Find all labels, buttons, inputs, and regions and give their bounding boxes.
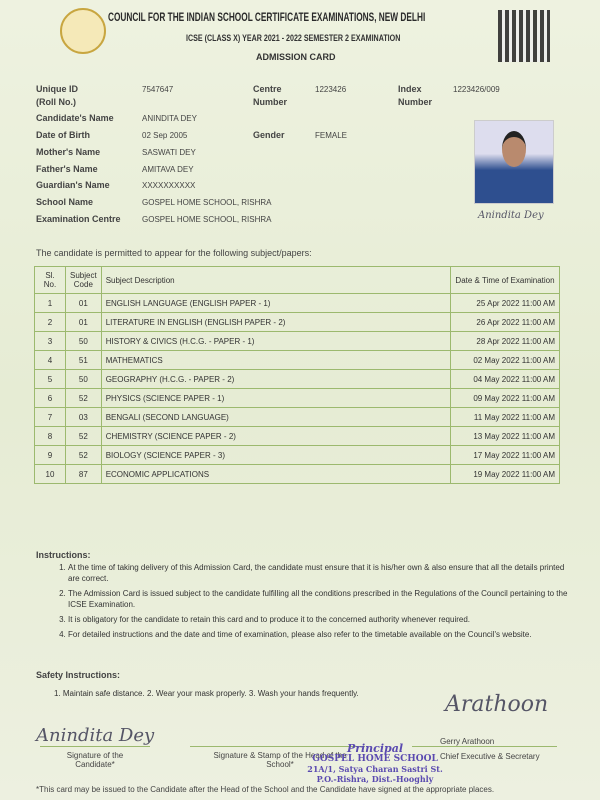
stamp-line: P.O.-Rishra, Dist.-Hooghly [316,774,434,784]
instruction-item: 2. The Admission Card is issued subject to the candidate fulfilling all the conditions prescribed in the Regulations of the Council pertaining to the ICSE Examination. [68,588,568,610]
cell-sl: 4 [35,351,66,370]
photo-signature: Anindita Dey [478,210,544,221]
candidate-photo [474,120,554,204]
cell-sl: 6 [35,389,66,408]
table-row [35,465,560,484]
council-logo [60,8,106,54]
cell-sl: 10 [35,465,66,484]
council-title: COUNCIL FOR THE INDIAN SCHOOL CERTIFICATE EXAMINATIONS, NEW DELHI [108,12,426,24]
cell-code: 50 [66,370,102,389]
cell-sl: 5 [35,370,66,389]
cell-sl: 7 [35,408,66,427]
mother-value: SASWATI DEY [142,148,196,157]
father-value: AMITAVA DEY [142,165,194,174]
instructions-list [32,562,568,644]
table-row [35,408,560,427]
cell-code: 52 [66,389,102,408]
instructions-title: Instructions: [36,550,91,560]
footnote: *This card may be issued to the Candidate after the Head of the School and the Candidate have signed at the appropriate places. [36,785,495,794]
cell-sl: 2 [35,313,66,332]
secretary-label: Chief Executive & Secretary [440,752,540,761]
cell-date: 13 May 2022 11:00 AM [451,427,560,446]
gender-value: FEMALE [315,131,348,140]
index-value: 1223426/009 [453,85,500,94]
cell-code: 87 [66,465,102,484]
name-label: Candidate's Name [36,113,114,123]
exam-title: ICSE (CLASS X) YEAR 2021 - 2022 SEMESTER 2 EXAMINATION [186,33,401,44]
table-row [35,313,560,332]
cell-date: 04 May 2022 11:00 AM [451,370,560,389]
cell-date: 26 Apr 2022 11:00 AM [451,313,560,332]
gender-label: Gender [253,130,285,140]
uid-label: Unique ID [36,84,78,94]
table-row [35,427,560,446]
guardian-label: Guardian's Name [36,180,110,190]
card-title: ADMISSION CARD [256,52,336,62]
cell-sl: 9 [35,446,66,465]
qr-code [498,10,550,62]
instruction-item: 3. It is obligatory for the candidate to retain this card and to produce it to the concerned authority whenever required. [68,614,568,625]
dob-value: 02 Sep 2005 [142,131,188,140]
table-intro: The candidate is permitted to appear for the following subject/papers: [36,248,312,258]
centre-label-2: Number [253,97,288,107]
exam-centre-label: Examination Centre [36,214,121,224]
cell-date: 09 May 2022 11:00 AM [451,389,560,408]
safety-title: Safety Instructions: [36,670,121,680]
school-value: GOSPEL HOME SCHOOL, RISHRA [142,198,272,207]
head-sig-label: Signature & Stamp of the Head of the School* [213,751,347,769]
index-label: Index [398,84,422,94]
table-row [35,351,560,370]
cell-desc: BIOLOGY (SCIENCE PAPER - 3) [101,446,450,465]
stamp-line: GOSPEL HOME SCHOOL [312,754,438,764]
father-label: Father's Name [36,164,98,174]
cell-code: 01 [66,313,102,332]
centre-label: Centre [253,84,282,94]
mother-label: Mother's Name [36,147,101,157]
cell-desc: ECONOMIC APPLICATIONS [101,465,450,484]
cell-code: 01 [66,294,102,313]
candidate-signature: Anindita Dey [36,725,155,746]
exam-centre-value: GOSPEL HOME SCHOOL, RISHRA [142,215,272,224]
index-label-2: Number [398,97,433,107]
cell-code: 52 [66,446,102,465]
cell-sl: 8 [35,427,66,446]
cell-code: 52 [66,427,102,446]
centre-value: 1223426 [315,85,347,94]
col-code: Subject Code [66,267,102,294]
table-row [35,332,560,351]
candidate-sig-label: Signature of the Candidate* [66,751,124,769]
cell-code: 50 [66,332,102,351]
cell-date: 11 May 2022 11:00 AM [451,408,560,427]
cell-desc: GEOGRAPHY (H.C.G. - PAPER - 2) [101,370,450,389]
col-sl: Sl. No. [35,267,66,294]
divider [40,746,150,747]
cell-date: 19 May 2022 11:00 AM [451,465,560,484]
uid-value: 7547647 [142,85,174,94]
cell-desc: LITERATURE IN ENGLISH (ENGLISH PAPER - 2) [101,313,450,332]
table-row [35,446,560,465]
safety-list: 1. Maintain safe distance. 2. Wear your mask properly. 3. Wash your hands frequently. [54,689,359,698]
cell-date: 25 Apr 2022 11:00 AM [451,294,560,313]
instruction-item: 1. At the time of taking delivery of this Admission Card, the candidate must ensure that it is his/her own & also ensure that all the details printed are correct. [68,562,568,584]
cell-desc: HISTORY & CIVICS (H.C.G. - PAPER - 1) [101,332,450,351]
roll-label: (Roll No.) [36,97,76,107]
school-label: School Name [36,197,94,207]
secretary-name: Gerry Arathoon [440,737,495,746]
instruction-item: 4. For detailed instructions and the date and time of examination, please also refer to the timetable available on the Council's website. [68,629,568,640]
table-row [35,389,560,408]
cell-desc: ENGLISH LANGUAGE (ENGLISH PAPER - 1) [101,294,450,313]
cell-date: 17 May 2022 11:00 AM [451,446,560,465]
subjects-table [34,266,560,484]
table-row [35,294,560,313]
cell-date: 28 Apr 2022 11:00 AM [451,332,560,351]
cell-desc: MATHEMATICS [101,351,450,370]
cell-code: 51 [66,351,102,370]
cell-desc: BENGALI (SECOND LANGUAGE) [101,408,450,427]
school-stamp [300,744,450,784]
table-row [35,370,560,389]
stamp-line: Principal [346,742,404,755]
stamp-line: 21A/1, Satya Charan Sastri St. [307,764,443,774]
dob-label: Date of Birth [36,130,90,140]
cell-code: 03 [66,408,102,427]
col-desc: Subject Description [101,267,450,294]
col-date: Date & Time of Examination [451,267,560,294]
guardian-value: XXXXXXXXXX [142,181,196,190]
cell-desc: PHYSICS (SCIENCE PAPER - 1) [101,389,450,408]
cell-sl: 1 [35,294,66,313]
cell-date: 02 May 2022 11:00 AM [451,351,560,370]
cell-sl: 3 [35,332,66,351]
cell-desc: CHEMISTRY (SCIENCE PAPER - 2) [101,427,450,446]
name-value: ANINDITA DEY [142,114,197,123]
secretary-signature: Arathoon [445,692,549,717]
